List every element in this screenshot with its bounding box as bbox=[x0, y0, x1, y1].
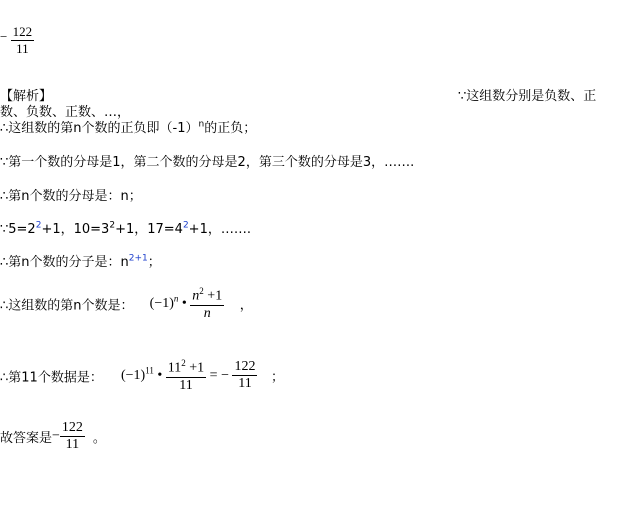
line-10-sign: − bbox=[52, 428, 60, 444]
line-8-denominator bbox=[190, 306, 224, 322]
analysis-line-2: 数、负数、正数、…， bbox=[0, 105, 131, 120]
line-3-prefix: ∴这组数的第n个数的正负即（-1） bbox=[0, 121, 199, 136]
line-8-prefix: ∴这组数的第n个数是： bbox=[0, 298, 134, 314]
line-7-superscript: 2+1 bbox=[128, 253, 148, 264]
line-7-suffix: ； bbox=[147, 255, 161, 270]
line-6-part-3: +1，17=4 bbox=[115, 222, 183, 237]
line-8-suffix: ， bbox=[239, 298, 253, 314]
line-3-suffix: 的正负； bbox=[204, 121, 257, 136]
line-9-num-tail: +1 bbox=[185, 360, 205, 376]
analysis-line-8 bbox=[0, 286, 253, 322]
line-9-result-numerator: 122 bbox=[234, 359, 256, 375]
line-9-exponent: 11 bbox=[145, 365, 154, 376]
line-6-exp-2: 2 bbox=[109, 220, 116, 231]
analysis-line-6 bbox=[0, 218, 251, 237]
line-8-num-exp: 2 bbox=[199, 286, 204, 296]
line-10-suffix: 。 bbox=[92, 431, 106, 446]
line-8-num-base: n bbox=[192, 288, 200, 304]
analysis-line-7 bbox=[0, 251, 161, 270]
analysis-line-3 bbox=[0, 117, 256, 136]
line-10-fraction bbox=[60, 420, 85, 453]
line-8-den-value: n bbox=[203, 305, 211, 321]
line-9-equals: = − bbox=[209, 368, 229, 384]
line-9-numerator bbox=[166, 358, 206, 377]
analysis-header: 【解析】 bbox=[0, 89, 53, 104]
line-8-base: (−1) bbox=[149, 296, 174, 312]
analysis-line-5: ∴第n个数的分母是：n； bbox=[0, 189, 142, 204]
line-8-num-tail: +1 bbox=[203, 288, 223, 304]
analysis-line-10 bbox=[0, 420, 106, 453]
line-10-prefix: 故答案是 bbox=[0, 431, 53, 446]
line-7-prefix: ∴第n个数的分子是：n bbox=[0, 255, 129, 270]
line-9-num-exp: 2 bbox=[181, 358, 186, 368]
line-6-exp-3: 2 bbox=[182, 220, 189, 231]
line-9-num-base: 11 bbox=[167, 360, 182, 376]
line-9-suffix: ； bbox=[270, 370, 284, 386]
top-answer-fraction bbox=[11, 24, 35, 57]
line-8-numerator bbox=[190, 286, 224, 305]
line-9-formula bbox=[120, 358, 261, 393]
line-9-result-denominator: 11 bbox=[238, 376, 252, 392]
line-8-formula bbox=[149, 286, 228, 321]
analysis-line-1-right: ∵这组数分别是负数、正 bbox=[458, 89, 597, 104]
line-10-numerator: 122 bbox=[61, 420, 83, 435]
line-9-result-fraction bbox=[232, 359, 257, 392]
line-10-denominator: 11 bbox=[65, 437, 80, 452]
line-3-superscript: n bbox=[198, 119, 205, 130]
line-6-exp-1: 2 bbox=[35, 220, 42, 231]
line-8-exponent: n bbox=[173, 293, 179, 304]
top-answer-sign: − bbox=[0, 29, 8, 45]
line-9-prefix: ∴第11个数据是： bbox=[0, 370, 103, 386]
line-8-dot: • bbox=[181, 296, 187, 312]
analysis-line-9 bbox=[0, 358, 284, 394]
line-9-base: (−1) bbox=[120, 368, 146, 384]
line-9-fraction bbox=[166, 358, 206, 394]
line-6-part-1: ∵5=2 bbox=[0, 222, 36, 237]
line-9-dot: • bbox=[157, 368, 163, 384]
top-answer-numerator: 122 bbox=[12, 24, 33, 39]
line-6-part-2: +1，10=3 bbox=[41, 222, 110, 237]
analysis-line-4: ∵第一个数的分母是1，第二个数的分母是2，第三个数的分母是3，……. bbox=[0, 155, 415, 170]
top-answer bbox=[0, 24, 34, 57]
line-6-part-4: +1，……. bbox=[188, 222, 251, 237]
line-9-denominator: 11 bbox=[179, 377, 193, 393]
line-8-fraction bbox=[190, 286, 224, 322]
top-answer-denominator: 11 bbox=[16, 41, 29, 56]
